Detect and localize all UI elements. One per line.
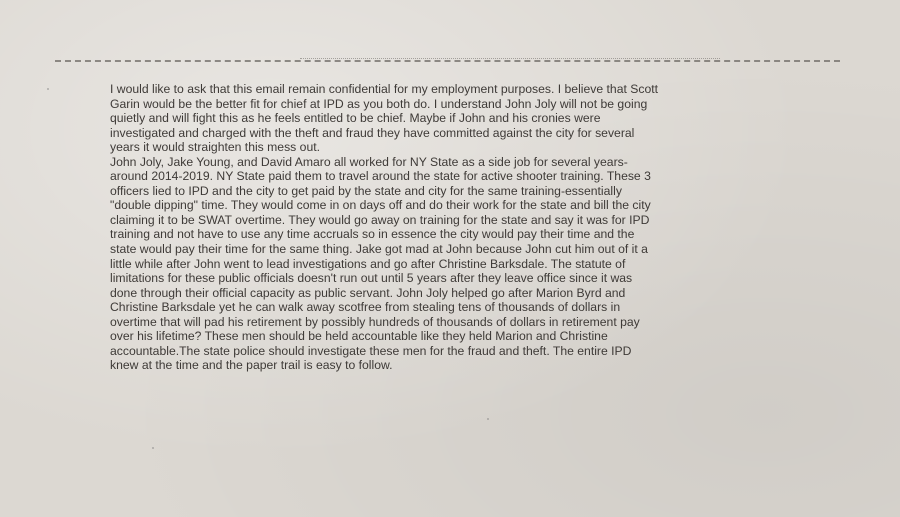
paper-speck [47, 88, 49, 90]
text-line: investigated and charged with the theft and fraud they have committed against the city for several [110, 125, 635, 140]
text-line: training and not have to use any time accruals so in essence the city would pay their time and the [110, 227, 635, 242]
text-line: state would pay their time for the same thing. Jake got mad at John because John cut him out of it a [110, 242, 648, 257]
text-line: I would like to ask that this email remain confidential for my employment purposes. I believe that Scott [110, 82, 659, 96]
text-line: years it would straighten this mess out. [110, 140, 320, 155]
text-line: accountable.The state police should investigate these men for the fraud and theft. The entire IPD [110, 343, 632, 358]
text-line: done through their official capacity as public servant. John Joly helped go after Marion Byrd and [110, 285, 626, 300]
text-line: little while after John went to lead investigations and go after Christine Barksdale. The statute of [110, 256, 626, 271]
text-line: officers lied to IPD and the city to get paid by the state and city for the same training-essentially [110, 183, 622, 198]
text-line: overtime that will pad his retirement by possibly hundreds of thousands of dollars in retirement pay [110, 314, 640, 329]
text-line: around 2014-2019. NY State paid them to travel around the state for active shooter training. These 3 [110, 169, 651, 184]
text-line: knew at the time and the paper trail is easy to follow. [110, 358, 393, 373]
paper-speck [487, 418, 489, 420]
text-line: over his lifetime? These men should be held accountable like they held Marion and Christine [110, 329, 608, 344]
text-line: Christine Barksdale yet he can walk away scotfree from stealing tens of thousands of dollars in [110, 300, 621, 315]
top-dashed-rule [55, 60, 840, 62]
text-line: Garin would be the better fit for chief at IPD as you both do. I understand John Joly will not be going [110, 96, 648, 111]
text-line: John Joly, Jake Young, and David Amaro all worked for NY State as a side job for several years- [110, 154, 628, 169]
text-line: limitations for these public officials doesn't run out until 5 years after they leave office since it was [110, 271, 633, 286]
paper-speck [152, 447, 154, 449]
text-line: "double dipping" time. They would come in on days off and do their work for the state and bill the city [110, 198, 651, 213]
top-dotted-rule [300, 58, 720, 59]
text-line: quietly and will fight this as he feels entitled to be chief. Maybe if John and his cronies were [110, 111, 601, 126]
letter-body [110, 82, 775, 373]
text-line: claiming it to be SWAT overtime. They would go away on training for the state and say it was for IPD [110, 212, 650, 227]
